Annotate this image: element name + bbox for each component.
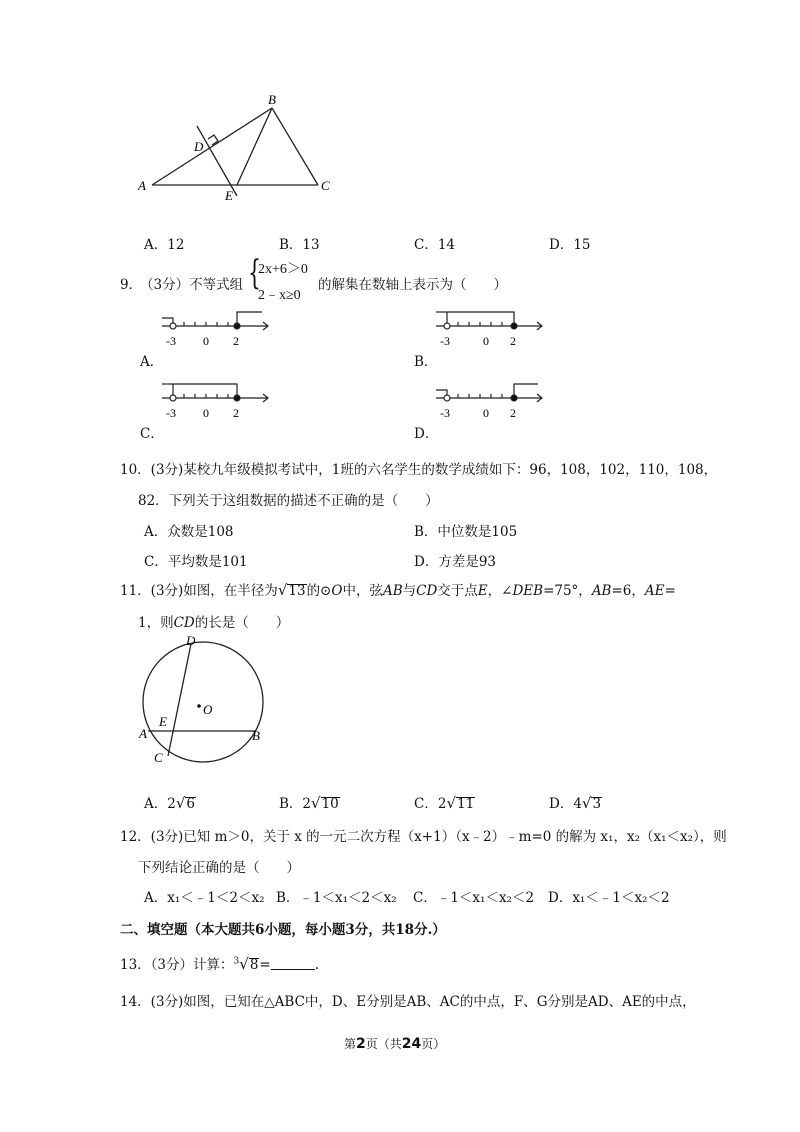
q9d-tick-2: 2 bbox=[510, 406, 516, 420]
sqrt-sign: √ bbox=[277, 581, 288, 599]
q9-number: 9． bbox=[120, 277, 143, 293]
q8-option-b: B．13 bbox=[279, 237, 320, 253]
q11-option-c bbox=[414, 792, 475, 812]
q9c-tick-0: 0 bbox=[203, 406, 209, 420]
q11-option-b bbox=[279, 792, 340, 812]
q12-option-a: A．x₁＜﹣1＜2＜x₂ bbox=[144, 890, 265, 906]
q11-var: AE bbox=[644, 583, 665, 599]
q8-label-B: B bbox=[268, 92, 276, 107]
section-2-heading: 二、填空题（本大题共6小题，每小题3分，共18分.） bbox=[120, 922, 446, 938]
q12-option-d: D．x₁＜﹣1＜x₂＜2 bbox=[548, 890, 670, 906]
q11-var: CD bbox=[416, 583, 438, 599]
sqrt-sign: √ bbox=[239, 955, 249, 973]
sqrt-sign: √ bbox=[311, 794, 321, 812]
q12-line-2: 下列结论正确的是（ ） bbox=[138, 860, 300, 876]
page-footer bbox=[344, 1035, 445, 1052]
sqrt-sign: √ bbox=[446, 794, 456, 812]
q10-option-a: A．众数是108 bbox=[144, 524, 234, 540]
q11-text: 1，则 bbox=[138, 615, 174, 631]
q9-inequality-2: 2﹣x≥0 bbox=[258, 288, 301, 303]
q11-text: 与 bbox=[402, 583, 417, 599]
q8-label-A: A bbox=[138, 178, 146, 193]
q9-inequality-1: 2x+6＞0 bbox=[258, 262, 308, 277]
q12-option-c: C．﹣1＜x₁＜x₂＜2 bbox=[413, 890, 535, 906]
q11-option-a bbox=[144, 792, 196, 812]
q13-radicand: 8 bbox=[249, 957, 259, 973]
q12-option-b: B．﹣1＜x₁＜2＜x₂ bbox=[276, 890, 397, 906]
q11-text: 11．(3分)如图，在半径为 bbox=[120, 583, 278, 599]
q11-text: =75°， bbox=[543, 583, 592, 599]
option-coef: 4 bbox=[573, 796, 582, 812]
option-letter: A． bbox=[144, 796, 168, 812]
q9a-tick-neg3: -3 bbox=[166, 334, 176, 348]
q11-text: 交于点 bbox=[437, 583, 478, 599]
option-radicand: 6 bbox=[186, 796, 195, 812]
q11-var: CD bbox=[173, 615, 195, 631]
option-coef: 2 bbox=[302, 796, 312, 812]
q9a-tick-0: 0 bbox=[203, 334, 209, 348]
option-letter: B． bbox=[279, 796, 303, 812]
q8-option-c: C．14 bbox=[414, 237, 456, 253]
q11-label-D: D bbox=[186, 633, 196, 648]
footer-text: 第 bbox=[344, 1037, 357, 1051]
q9-option-b-letter: B． bbox=[414, 354, 438, 370]
q13-equals: = bbox=[259, 957, 271, 973]
q11-text: 的长是（ ） bbox=[194, 615, 290, 631]
q9d-tick-0: 0 bbox=[483, 406, 489, 420]
q11-var: O bbox=[331, 583, 343, 599]
q9-option-c-letter: C． bbox=[140, 426, 164, 442]
option-coef: 2 bbox=[167, 796, 176, 812]
q10-option-c: C．平均数是101 bbox=[144, 554, 248, 570]
option-letter: D． bbox=[549, 796, 574, 812]
q11-radius-radicand: 13 bbox=[288, 583, 306, 599]
q9-stem-end: 的解集在数轴上表示为（ ） bbox=[318, 277, 507, 293]
q13-prefix: 13．（3分）计算： bbox=[120, 957, 234, 973]
q8-option-d: D．15 bbox=[549, 237, 591, 253]
q11-text: 的⊙ bbox=[306, 583, 332, 599]
q11-text: 中，弦 bbox=[342, 583, 383, 599]
q9-option-a-letter: A． bbox=[140, 354, 164, 370]
q8-label-C: C bbox=[321, 178, 330, 193]
q11-var: AB bbox=[382, 583, 403, 599]
q10-line-2: 82．下列关于这组数据的描述不正确的是（ ） bbox=[138, 493, 439, 509]
footer-text: 页（共 bbox=[365, 1037, 402, 1051]
option-coef: 2 bbox=[437, 796, 447, 812]
q10-option-b: B．中位数是105 bbox=[414, 524, 518, 540]
q11-label-A: A bbox=[139, 726, 147, 741]
footer-page-number: 2 bbox=[356, 1036, 366, 1052]
q9c-tick-2: 2 bbox=[233, 406, 239, 420]
q9-stem-start: （3分）不等式组 bbox=[140, 277, 244, 293]
option-radicand: 10 bbox=[321, 796, 339, 812]
q10-option-d: D．方差是93 bbox=[414, 554, 497, 570]
q9b-tick-neg3: -3 bbox=[440, 334, 450, 348]
option-radicand: 3 bbox=[592, 796, 602, 812]
q11-text: = bbox=[664, 583, 676, 599]
q9b-tick-0: 0 bbox=[483, 334, 489, 348]
q9d-tick-neg3: -3 bbox=[440, 406, 450, 420]
q10-line-1: 10．(3分)某校九年级模拟考试中，1班的六名学生的数学成绩如下：96，108，102，110，108， bbox=[120, 462, 718, 478]
option-letter: C． bbox=[414, 796, 438, 812]
q9-option-d-letter: D． bbox=[414, 426, 439, 442]
q13-period: . bbox=[314, 957, 320, 973]
sqrt-sign: √ bbox=[581, 794, 592, 812]
q11-var: E bbox=[477, 583, 488, 599]
footer-text: 页） bbox=[421, 1037, 446, 1051]
q11-var: AB bbox=[591, 583, 612, 599]
q13-answer-blank[interactable] bbox=[271, 957, 315, 970]
q11-text: =6， bbox=[611, 583, 645, 599]
q13-root-index: 3 bbox=[233, 956, 240, 967]
q11-label-C: C bbox=[154, 750, 163, 765]
q11-label-E: E bbox=[159, 714, 167, 729]
q9a-tick-2: 2 bbox=[233, 334, 239, 348]
q11-text: ，∠ bbox=[487, 583, 513, 599]
q9c-tick-neg3: -3 bbox=[166, 406, 176, 420]
option-radicand: 11 bbox=[457, 796, 475, 812]
q9b-tick-2: 2 bbox=[510, 334, 516, 348]
footer-total-pages: 24 bbox=[401, 1036, 422, 1052]
q9-system-brace: { bbox=[248, 253, 261, 293]
q11-option-d bbox=[549, 792, 602, 812]
q12-line-1: 12．(3分)已知 m＞0，关于 x 的一元二次方程（x+1）（x﹣2）﹣m=0 的解为 x₁，x₂（x₁＜x₂），则 bbox=[120, 829, 727, 845]
q14-line-1: 14．(3分)如图，已知在△ABC中，D、E分别是AB、AC的中点，F、G分别是AD、AE的中点， bbox=[120, 994, 696, 1010]
q8-option-a: A．12 bbox=[144, 237, 185, 253]
q8-label-E: E bbox=[225, 188, 233, 203]
q11-var: DEB bbox=[512, 583, 544, 599]
sqrt-sign: √ bbox=[175, 794, 186, 812]
q8-label-D: D bbox=[194, 139, 204, 154]
q11-label-B: B bbox=[252, 728, 260, 743]
q11-label-O: O bbox=[203, 702, 213, 717]
q13-line bbox=[120, 953, 319, 973]
